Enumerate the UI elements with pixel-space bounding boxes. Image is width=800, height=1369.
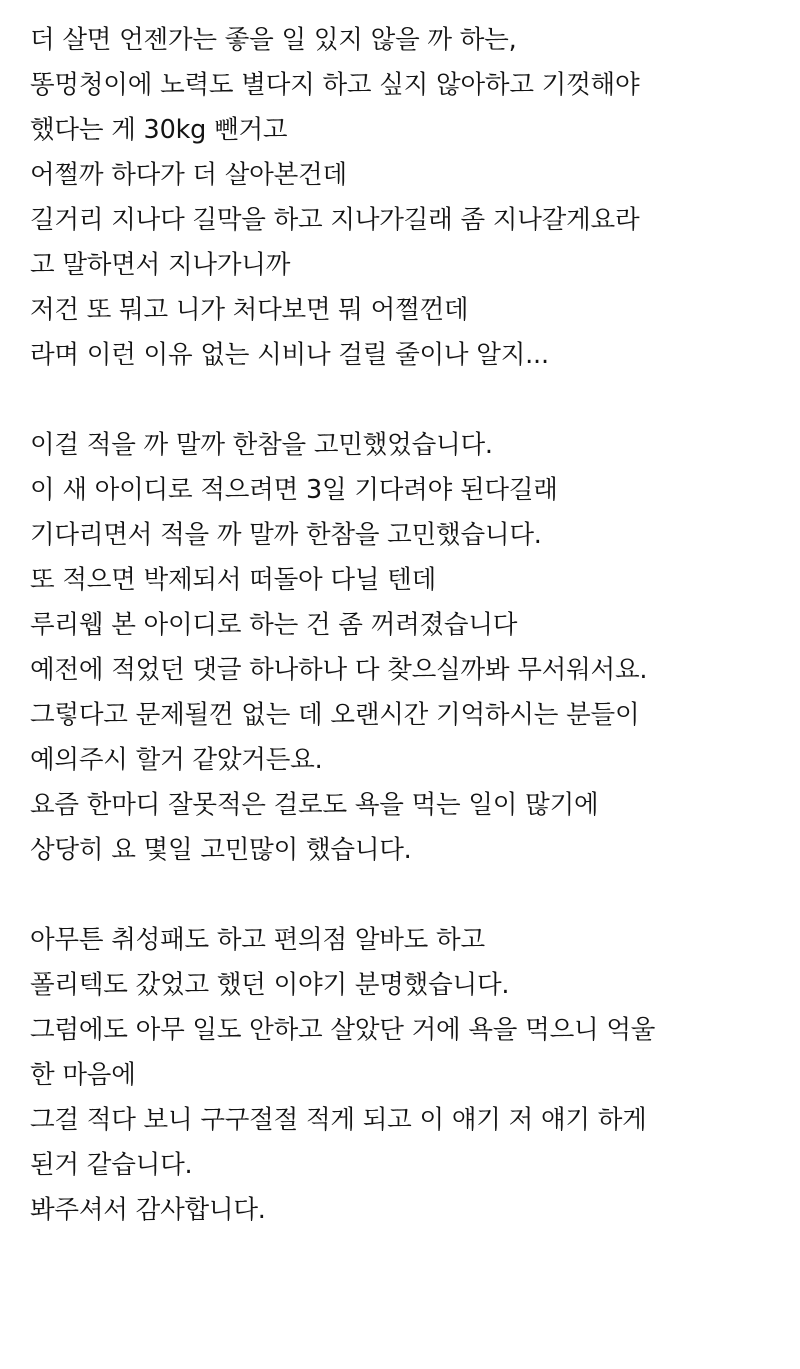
text-line: 어쩔까 하다가 더 살아본건데: [30, 160, 347, 190]
text-line: 했다는 게 30kg 뺀거고: [30, 115, 288, 145]
text-line: 봐주셔서 감사합니다.: [30, 1195, 266, 1225]
text-line: 한 마음에: [30, 1060, 136, 1090]
text-line: 예의주시 할거 같았거든요.: [30, 745, 323, 775]
paragraph-spacer: [30, 378, 774, 423]
paragraph-spacer: [30, 873, 774, 918]
text-line: 라며 이런 이유 없는 시비나 걸릴 줄이나 알지...: [30, 340, 549, 370]
text-line: 아무튼 취성패도 하고 편의점 알바도 하고: [30, 925, 485, 955]
post-content: [30, 18, 774, 1233]
text-line: 폴리텍도 갔었고 했던 이야기 분명했습니다.: [30, 970, 510, 1000]
text-line: 길거리 지나다 길막을 하고 지나가길래 좀 지나갈게요라: [30, 205, 640, 235]
text-line: 기다리면서 적을 까 말까 한참을 고민했습니다.: [30, 520, 542, 550]
text-line: 요즘 한마디 잘못적은 걸로도 욕을 먹는 일이 많기에: [30, 790, 599, 820]
paragraph-1: [30, 18, 774, 378]
text-line: 저건 또 뭐고 니가 처다보면 뭐 어쩔껀데: [30, 295, 469, 325]
text-line: 루리웹 본 아이디로 하는 건 좀 꺼려졌습니다: [30, 610, 518, 640]
text-line: 더 살면 언젠가는 좋을 일 있지 않을 까 하는,: [30, 25, 517, 55]
text-line: 똥멍청이에 노력도 별다지 하고 싶지 않아하고 기껏해야: [30, 70, 640, 100]
text-line: 그렇다고 문제될껀 없는 데 오랜시간 기억하시는 분들이: [30, 700, 640, 730]
paragraph-3: [30, 918, 774, 1233]
paragraph-2: [30, 423, 774, 873]
text-line: 이 새 아이디로 적으려면 3일 기다려야 된다길래: [30, 475, 558, 505]
text-line: 그럼에도 아무 일도 안하고 살았단 거에 욕을 먹으니 억울: [30, 1015, 656, 1045]
text-line: 된거 같습니다.: [30, 1150, 193, 1180]
text-line: 예전에 적었던 댓글 하나하나 다 찾으실까봐 무서워서요.: [30, 655, 648, 685]
text-line: 이걸 적을 까 말까 한참을 고민했었습니다.: [30, 430, 493, 460]
text-line: 상당히 요 몇일 고민많이 했습니다.: [30, 835, 412, 865]
text-line: 고 말하면서 지나가니까: [30, 250, 291, 280]
text-line: 그걸 적다 보니 구구절절 적게 되고 이 얘기 저 얘기 하게: [30, 1105, 647, 1135]
text-line: 또 적으면 박제되서 떠돌아 다닐 텐데: [30, 565, 437, 595]
